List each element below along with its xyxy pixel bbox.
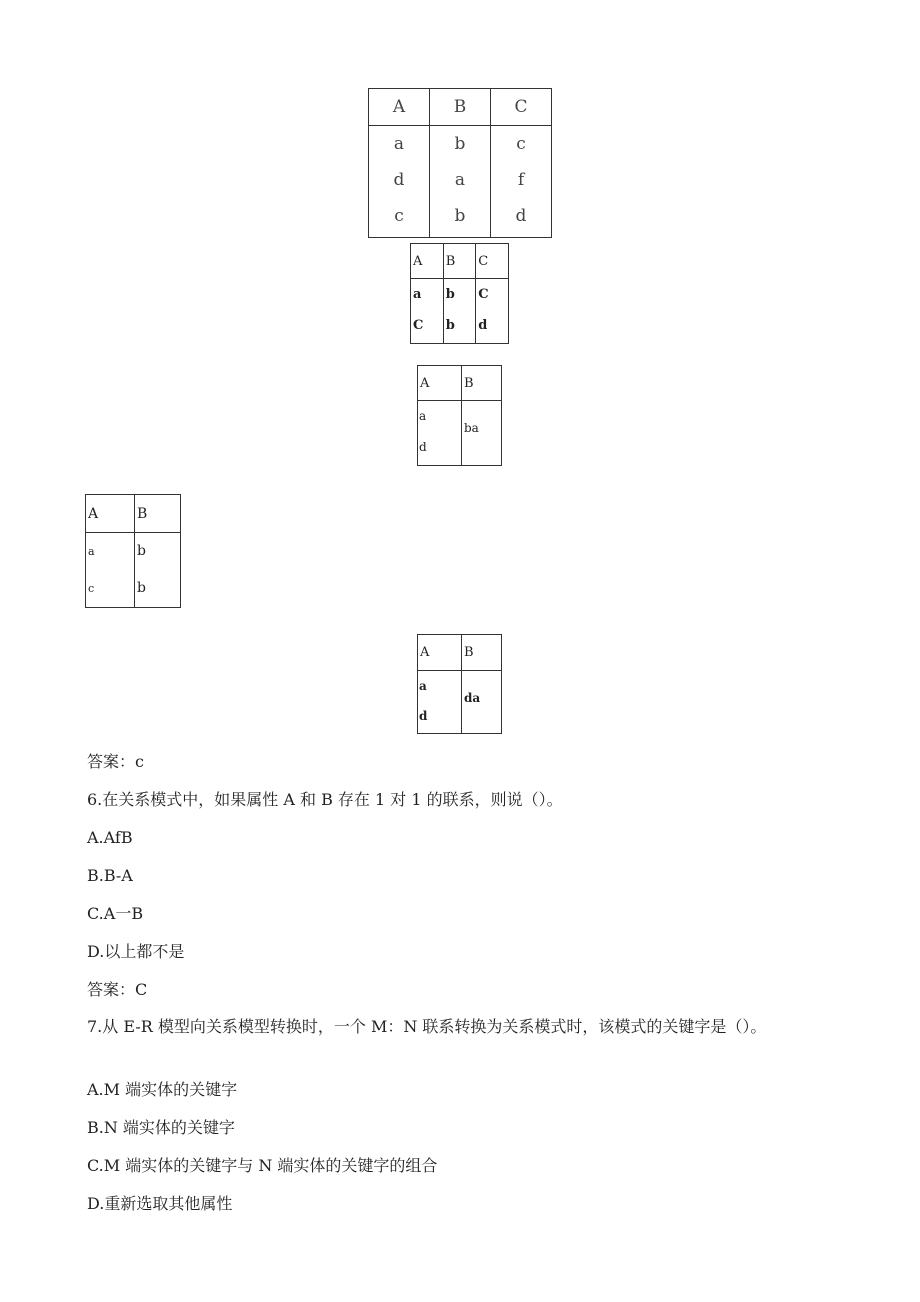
column-cell (462, 401, 502, 466)
cell-value: C (478, 287, 489, 302)
option-c: C.M 端实体的关键字与 N 端实体的关键字的组合 (87, 1156, 438, 1175)
cell-value: C (413, 318, 424, 333)
header-cell: A (418, 635, 462, 671)
option-a: A.AfB (87, 828, 133, 847)
header-cell: B (429, 89, 490, 126)
cell-value: c (516, 134, 526, 154)
cell-value: b (137, 580, 146, 596)
cell-value: b (445, 318, 455, 333)
relation-table-4 (85, 494, 181, 608)
column-cell (86, 533, 135, 608)
cell-value: da (464, 691, 481, 705)
header-cell: B (462, 635, 502, 671)
cell-value: f (517, 170, 525, 190)
option-c: C.A一B (87, 904, 144, 923)
cell-value: d (478, 318, 488, 333)
header-cell: B (135, 495, 181, 533)
header-cell: A (369, 89, 430, 126)
cell-value: c (88, 582, 95, 595)
column-cell (135, 533, 181, 608)
question-7: 7.从 E-R 模型向关系模型转换时，一个 M：N 联系转换为关系模式时，该模式的关键字是（）。 (87, 1017, 767, 1036)
cell-value: d (419, 440, 427, 454)
column-cell (369, 126, 430, 238)
cell-value: d (419, 709, 428, 723)
cell-value: d (515, 206, 527, 226)
cell-value: d (393, 170, 405, 190)
question-6: 6.在关系模式中，如果属性 A 和 B 存在 1 对 1 的联系，则说（）。 (87, 790, 563, 809)
cell-value: a (454, 170, 466, 190)
option-d: D.重新选取其他属性 (87, 1194, 233, 1213)
column-cell (411, 279, 444, 344)
header-cell: A (411, 244, 444, 279)
option-b: B.B-A (87, 866, 133, 885)
cell-value: b (454, 206, 466, 226)
column-cell (418, 401, 462, 466)
column-cell (490, 126, 551, 238)
cell-value: a (419, 409, 427, 423)
header-cell: A (86, 495, 135, 533)
column-cell (443, 279, 476, 344)
relation-table-2 (410, 243, 509, 344)
header-cell: B (443, 244, 476, 279)
option-b: B.N 端实体的关键字 (87, 1118, 235, 1137)
header-cell: C (476, 244, 509, 279)
header-cell: B (462, 366, 502, 401)
option-d: D.以上都不是 (87, 942, 185, 961)
relation-table-1 (368, 88, 552, 238)
column-cell (429, 126, 490, 238)
column-cell (476, 279, 509, 344)
cell-value: ba (464, 421, 479, 435)
column-cell (462, 671, 502, 734)
cell-value: b (454, 134, 466, 154)
answer-text: 答案：c (87, 752, 144, 771)
column-cell (418, 671, 462, 734)
cell-value: c (394, 206, 404, 226)
cell-value: b (445, 287, 455, 302)
cell-value: b (137, 543, 146, 559)
answer-text: 答案：C (87, 980, 148, 999)
cell-value: a (88, 545, 95, 558)
relation-table-5 (417, 634, 502, 734)
cell-value: a (393, 134, 405, 154)
option-a: A.M 端实体的关键字 (87, 1080, 238, 1099)
cell-value: a (419, 679, 427, 693)
relation-table-3 (417, 365, 502, 466)
header-cell: A (418, 366, 462, 401)
cell-value: a (413, 287, 422, 302)
header-cell: C (490, 89, 551, 126)
